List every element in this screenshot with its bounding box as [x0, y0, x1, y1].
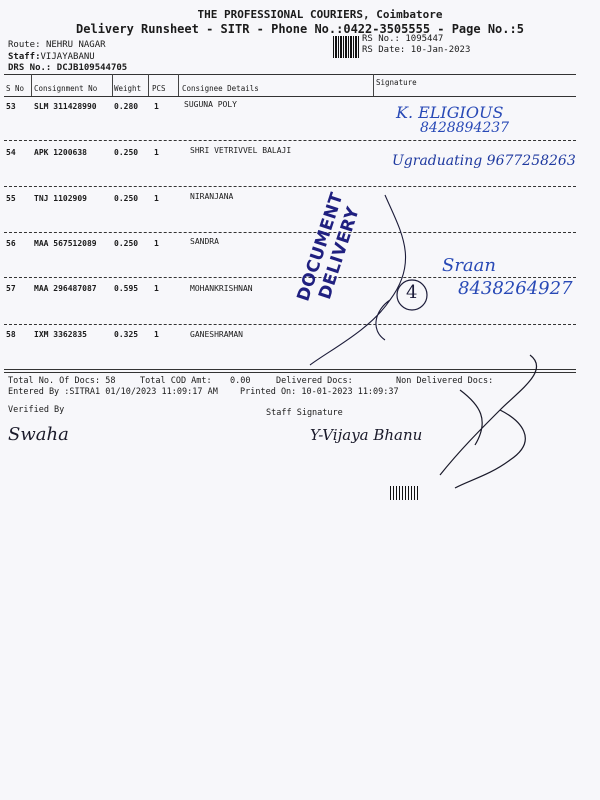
table-top-rule	[4, 74, 576, 75]
row-consignment: SLM 311428990	[34, 102, 97, 111]
handwritten-name-53: K. ELIGIOUS	[396, 103, 504, 122]
row-consignee: GANESHRAMAN	[190, 330, 243, 339]
row-sno: 56	[6, 239, 16, 248]
row-consignment: IXM 3362835	[34, 330, 87, 339]
total-cod	[140, 376, 212, 386]
col-divider	[178, 74, 179, 96]
company-title: THE PROFESSIONAL COURIERS, Coimbatore	[197, 8, 443, 21]
row-pcs: 1	[154, 284, 159, 293]
route-line	[8, 40, 106, 50]
rs-no-label: RS No.:	[362, 34, 400, 44]
row-sno: 54	[6, 148, 16, 157]
staff-signature: Y-Vijaya Bhanu	[310, 426, 423, 444]
drs-line	[8, 63, 127, 73]
row-pcs: 1	[154, 102, 159, 111]
handwritten-phone-57: 8438264927	[458, 278, 573, 299]
row-weight: 0.280	[114, 102, 139, 111]
barcode-fragment	[390, 486, 418, 500]
staff-label: Staff:	[8, 52, 41, 62]
header-consignee: Consignee Details	[182, 84, 259, 93]
staff-value: VIJAYABANU	[40, 52, 95, 62]
row-consignee: SHRI VETRIVVEL BALAJI	[190, 146, 292, 155]
staff-line	[8, 52, 95, 62]
row-pcs: 1	[154, 148, 159, 157]
runsheet-title: Delivery Runsheet - SITR - Phone No.:0422-3505555 - Page No.:5	[76, 22, 524, 36]
total-cod-value: 0.00	[230, 376, 251, 386]
col-divider	[148, 74, 149, 96]
handwritten-sign-54: Ugraduating 9677258263	[392, 153, 576, 169]
header-sno: S No	[6, 84, 25, 93]
total-docs-value: 58	[105, 376, 116, 386]
rs-no-value: 1095447	[405, 34, 444, 44]
row-sno: 53	[6, 102, 16, 111]
drs-value: DCJB109544705	[56, 63, 128, 73]
staff-signature-label: Staff Signature	[266, 408, 343, 418]
rs-date-label: RS Date:	[362, 45, 406, 55]
rs-date-value: 10-Jan-2023	[410, 45, 471, 55]
rs-no-line	[362, 34, 443, 44]
row-separator	[4, 186, 576, 187]
row-weight: 0.250	[114, 194, 139, 203]
barcode	[333, 36, 359, 58]
row-consignment: APK 1200638	[34, 148, 87, 157]
row-pcs: 1	[154, 194, 159, 203]
row-weight: 0.250	[114, 148, 139, 157]
route-value: NEHRU NAGAR	[45, 40, 106, 50]
handwritten-name-57: Sraan	[442, 255, 496, 276]
row-weight: 0.325	[114, 330, 139, 339]
col-divider	[31, 74, 32, 96]
row-separator	[4, 140, 576, 141]
row-pcs: 1	[154, 330, 159, 339]
non-delivered-docs-label: Non Delivered Docs:	[396, 376, 494, 386]
row-weight: 0.595	[114, 284, 139, 293]
row-consignee: NIRANJANA	[190, 192, 234, 201]
row-consignee: SANDRA	[190, 237, 219, 246]
staff-signature-scribble	[430, 350, 560, 490]
delivered-docs-label: Delivered Docs:	[276, 376, 353, 386]
circled-number: 4	[406, 282, 418, 303]
printed-on: Printed On: 10-01-2023 11:09:37	[240, 387, 399, 397]
row-weight: 0.250	[114, 239, 139, 248]
verified-by-label: Verified By	[8, 405, 65, 415]
total-docs	[8, 376, 116, 386]
header-bottom-rule	[4, 96, 576, 97]
row-consignment: MAA 567512089	[34, 239, 97, 248]
entered-by: Entered By :SITRA1 01/10/2023 11:09:17 AM	[8, 387, 218, 397]
row-sno: 57	[6, 284, 16, 293]
row-consignment: TNJ 1102909	[34, 194, 87, 203]
verified-signature: Swaha	[8, 424, 69, 445]
handwritten-phone-53: 8428894237	[420, 120, 510, 136]
row-consignment: MAA 296487087	[34, 284, 97, 293]
route-label: Route:	[8, 40, 41, 50]
row-sno: 55	[6, 194, 16, 203]
total-docs-label: Total No. Of Docs:	[8, 376, 101, 386]
rs-date-line	[362, 45, 470, 55]
row-pcs: 1	[154, 239, 159, 248]
row-sno: 58	[6, 330, 16, 339]
col-divider	[373, 74, 374, 96]
header-consignment: Consignment No	[34, 84, 98, 93]
total-cod-label: Total COD Amt:	[140, 376, 212, 386]
row-consignee: SUGUNA POLY	[184, 100, 237, 109]
document-delivery-stamp: DOCUMENT DELIVERY	[293, 189, 364, 304]
header-weight: Weight	[114, 84, 142, 93]
col-divider	[112, 74, 113, 96]
header-signature: Signature	[376, 78, 417, 87]
row-consignee: MOHANKRISHNAN	[190, 284, 253, 293]
drs-label: DRS No.:	[8, 63, 52, 73]
header-pcs: PCS	[152, 84, 166, 93]
